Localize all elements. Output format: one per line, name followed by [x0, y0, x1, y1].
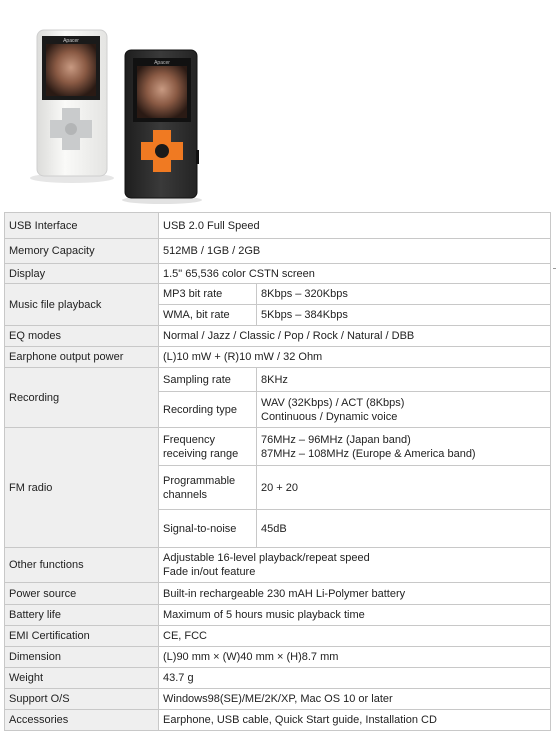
spec-value: 8Kbps – 320Kbps — [257, 284, 551, 305]
black-player-brand: Apacer — [154, 60, 170, 66]
spec-row-dimension — [5, 647, 551, 668]
spec-row-recording — [5, 368, 551, 392]
spec-row-display — [5, 264, 551, 284]
spec-label: Support O/S — [5, 689, 159, 710]
spec-label: Display — [5, 264, 159, 284]
spec-row-earphone-output-power — [5, 347, 551, 368]
cell-line: channels — [163, 488, 208, 501]
cell-line: Programmable — [163, 474, 236, 487]
spec-label: Weight — [5, 668, 159, 689]
spec-label: Accessories — [5, 710, 159, 731]
spec-label: Battery life — [5, 605, 159, 626]
spec-row-battery-life — [5, 605, 551, 626]
cell-line: Continuous / Dynamic voice — [261, 410, 398, 423]
product-image — [0, 0, 557, 210]
spec-sublabel: MP3 bit rate — [159, 284, 257, 305]
cell-line: 76MHz – 96MHz (Japan band) — [261, 433, 411, 446]
spec-sublabel: Recording type — [159, 392, 257, 428]
spec-value: 20 + 20 — [257, 466, 551, 510]
spec-row-fm-radio — [5, 428, 551, 466]
spec-value — [257, 428, 551, 466]
cell-line: Frequency — [163, 433, 215, 446]
spec-value: 43.7 g — [159, 668, 551, 689]
spec-row-emi-certification — [5, 626, 551, 647]
cell-line: Adjustable 16-level playback/repeat speed — [163, 552, 370, 564]
spec-label: Power source — [5, 583, 159, 605]
spec-row-music-file-playback — [5, 284, 551, 305]
cell-line: receiving range — [163, 447, 239, 460]
spec-value: (L)10 mW + (R)10 mW / 32 Ohm — [159, 347, 551, 368]
cell-line: 87MHz – 108MHz (Europe & America band) — [261, 447, 476, 460]
spec-row-eq-modes — [5, 326, 551, 347]
spec-sublabel: WMA, bit rate — [159, 305, 257, 326]
white-player — [30, 30, 114, 183]
spec-value: CE, FCC — [159, 626, 551, 647]
spec-value: Built-in rechargeable 230 mAH Li-Polymer battery — [159, 583, 551, 605]
spec-value: Windows98(SE)/ME/2K/XP, Mac OS 10 or later — [159, 689, 551, 710]
spec-label: Dimension — [5, 647, 159, 668]
spec-value: 8KHz — [257, 368, 551, 392]
spec-label: Earphone output power — [5, 347, 159, 368]
spec-value: Normal / Jazz / Classic / Pop / Rock / Natural / DBB — [159, 326, 551, 347]
spec-value: USB 2.0 Full Speed — [159, 213, 551, 239]
black-player — [122, 50, 202, 204]
spec-sublabel — [159, 428, 257, 466]
spec-value — [159, 548, 551, 583]
spec-label: Music file playback — [5, 284, 159, 326]
spec-sublabel — [159, 466, 257, 510]
spec-label: EMI Certification — [5, 626, 159, 647]
spec-label: Memory Capacity — [5, 239, 159, 264]
spec-label: Recording — [5, 368, 159, 428]
specs-table — [4, 212, 551, 731]
spec-value: (L)90 mm × (W)40 mm × (H)8.7 mm — [159, 647, 551, 668]
spec-row-support-o-s — [5, 689, 551, 710]
spec-row-accessories — [5, 710, 551, 731]
spec-label: FM radio — [5, 428, 159, 548]
spec-row-other-functions — [5, 548, 551, 583]
spec-value: 5Kbps – 384Kbps — [257, 305, 551, 326]
spec-value — [257, 392, 551, 428]
cell-line: Fade in/out feature — [163, 566, 256, 578]
spec-label: EQ modes — [5, 326, 159, 347]
spec-value: 45dB — [257, 510, 551, 548]
spec-row-power-source — [5, 583, 551, 605]
spec-sublabel: Signal-to-noise — [159, 510, 257, 548]
spec-value: Maximum of 5 hours music playback time — [159, 605, 551, 626]
spec-label: Other functions — [5, 548, 159, 583]
white-player-brand: Apacer — [63, 38, 79, 44]
spec-value: 512MB / 1GB / 2GB — [159, 239, 551, 264]
scroll-tick — [553, 268, 556, 269]
spec-value: Earphone, USB cable, Quick Start guide, Installation CD — [159, 710, 551, 731]
spec-row-weight — [5, 668, 551, 689]
spec-row-memory-capacity — [5, 239, 551, 264]
spec-label: USB Interface — [5, 213, 159, 239]
spec-row-usb-interface — [5, 213, 551, 239]
spec-value: 1.5" 65,536 color CSTN screen — [159, 264, 551, 284]
spec-sublabel: Sampling rate — [159, 368, 257, 392]
cell-line: WAV (32Kbps) / ACT (8Kbps) — [261, 396, 405, 409]
